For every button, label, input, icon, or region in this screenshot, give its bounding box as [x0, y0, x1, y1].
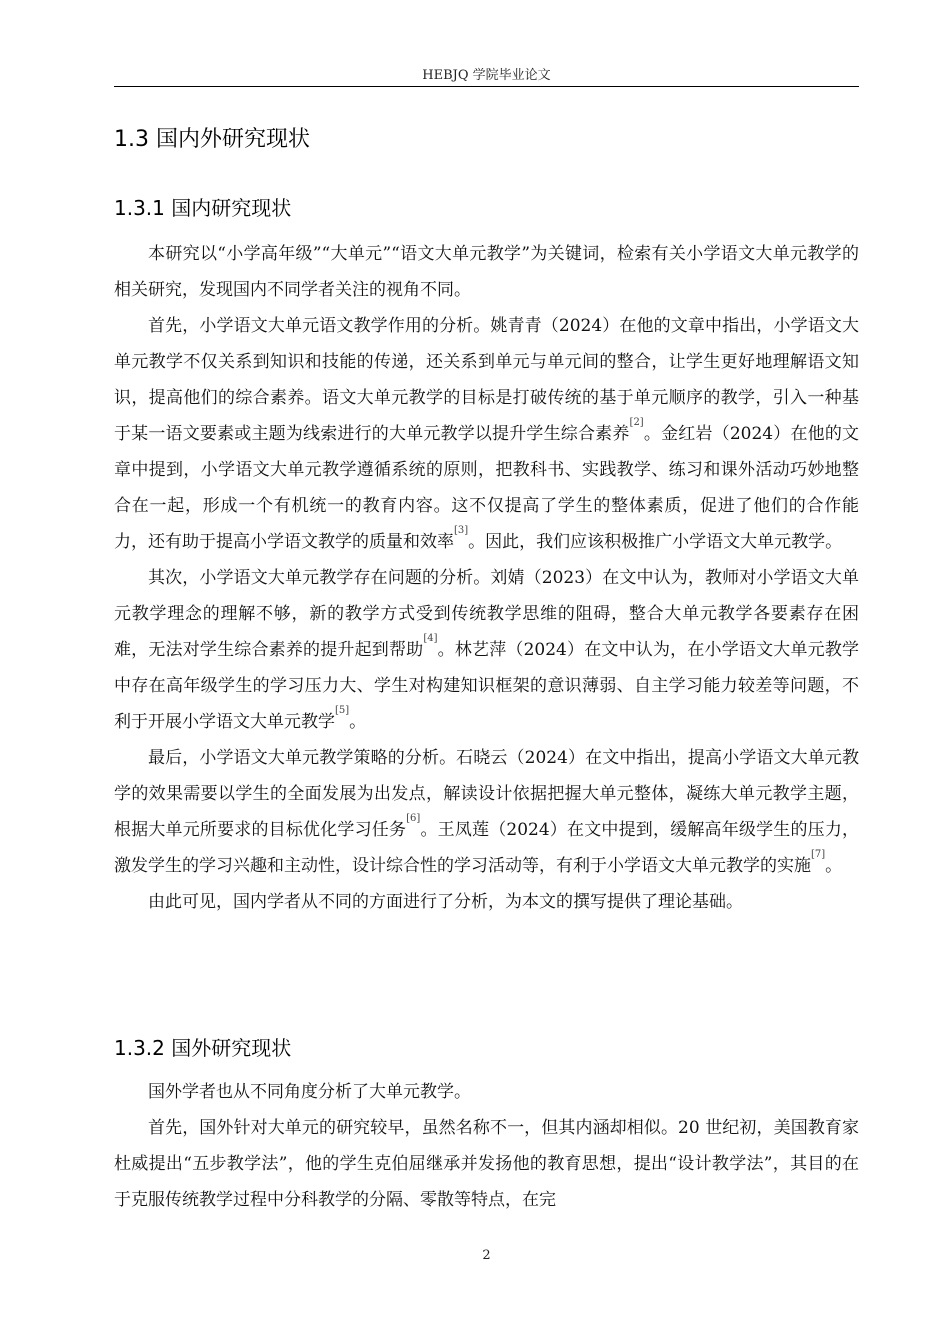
paragraph: 首先，国外针对大单元的研究较早，虽然名称不一，但其内涵却相似。20 世纪初，美国教育家杜威提出“五步教学法”，他的学生克伯屈继承并发扬他的教育思想，提出“设计教学法”，其目的在于克服传统教学过程中分科教学的分隔、零散等特点，在完	[114, 1118, 859, 1210]
paragraph-text: 最后，小学语文大单元教学策略的分析。石晓云（2024）在文中指出，提高小学语文大单元教学的效果需要以学生的全面发展为出发点，解读设计依据把握大单元整体，凝练大单元教学主题，根据大单元所要求的目标优化学习任务	[114, 748, 859, 840]
paragraph	[114, 740, 859, 884]
paragraph	[114, 308, 859, 560]
paragraph-text: 。因此，我们应该积极推广小学语文大单元教学。	[468, 532, 843, 552]
citation: [4]	[423, 633, 438, 644]
paragraph-text: 其次，小学语文大单元教学存在问题的分析。刘婧（2023）在文中认为，教师对小学语文大单元教学理念的理解不够，新的教学方式受到传统教学思维的阻碍，整合大单元教学各要素存在困难，无法对学生综合素养的提升起到帮助	[114, 568, 859, 660]
citation: [2]	[629, 417, 644, 428]
domestic-research-body	[114, 236, 859, 920]
paragraph: 本研究以“小学高年级”“大单元”“语文大单元教学”为关键词，检索有关小学语文大单元教学的相关研究，发现国内不同学者关注的视角不同。	[114, 244, 859, 300]
foreign-research-body	[114, 1074, 859, 1218]
subsection-heading-domestic: 1.3.1 国内研究现状	[114, 196, 292, 220]
paragraph	[114, 560, 859, 740]
citation: [7]	[811, 849, 826, 860]
page-number: 2	[482, 1248, 491, 1263]
paragraph-text: 。	[825, 856, 843, 876]
paragraph: 由此可见，国内学者从不同的方面进行了分析，为本文的撰写提供了理论基础。	[148, 892, 743, 912]
paragraph-text: 。	[349, 712, 367, 732]
paragraph-text: 首先，小学语文大单元语文教学作用的分析。姚青青（2024）在他的文章中指出，小学语文大单元教学不仅关系到知识和技能的传递，还关系到单元与单元间的整合，让学生更好地理解语文知识，提高他们的综合素养。语文大单元教学的目标是打破传统的基于单元顺序的教学，引入一种基于某一语文要素或主题为线索进行的大单元教学以提升学生综合素养	[114, 316, 859, 444]
subsection-heading-foreign: 1.3.2 国外研究现状	[114, 1036, 292, 1060]
running-header: HEBJQ 学院毕业论文	[422, 68, 551, 83]
paragraph-text: 。林艺萍（2024）在文中认为，在小学语文大单元教学中存在高年级学生的学习压力大、学生对构建知识框架的意识薄弱、自主学习能力较差等问题，不利于开展小学语文大单元教学	[114, 640, 860, 732]
citation: [5]	[335, 705, 350, 716]
paragraph: 国外学者也从不同角度分析了大单元教学。	[148, 1082, 471, 1102]
paragraph-text: 。金红岩（2024）在他的文章中提到，小学语文大单元教学遵循系统的原则，把教科书、实践教学、练习和课外活动巧妙地整合在一起，形成一个有机统一的教育内容。这不仅提高了学生的整体素质，促进了他们的合作能力，还有助于提高小学语文教学的质量和效率	[114, 424, 860, 552]
citation: [3]	[454, 525, 469, 536]
header-rule	[114, 86, 859, 87]
citation: [6]	[406, 813, 421, 824]
paragraph-text: 。王凤莲（2024）在文中提到，缓解高年级学生的压力，激发学生的学习兴趣和主动性，设计综合性的学习活动等，有利于小学语文大单元教学的实施	[114, 820, 860, 876]
section-heading: 1.3 国内外研究现状	[114, 127, 310, 152]
